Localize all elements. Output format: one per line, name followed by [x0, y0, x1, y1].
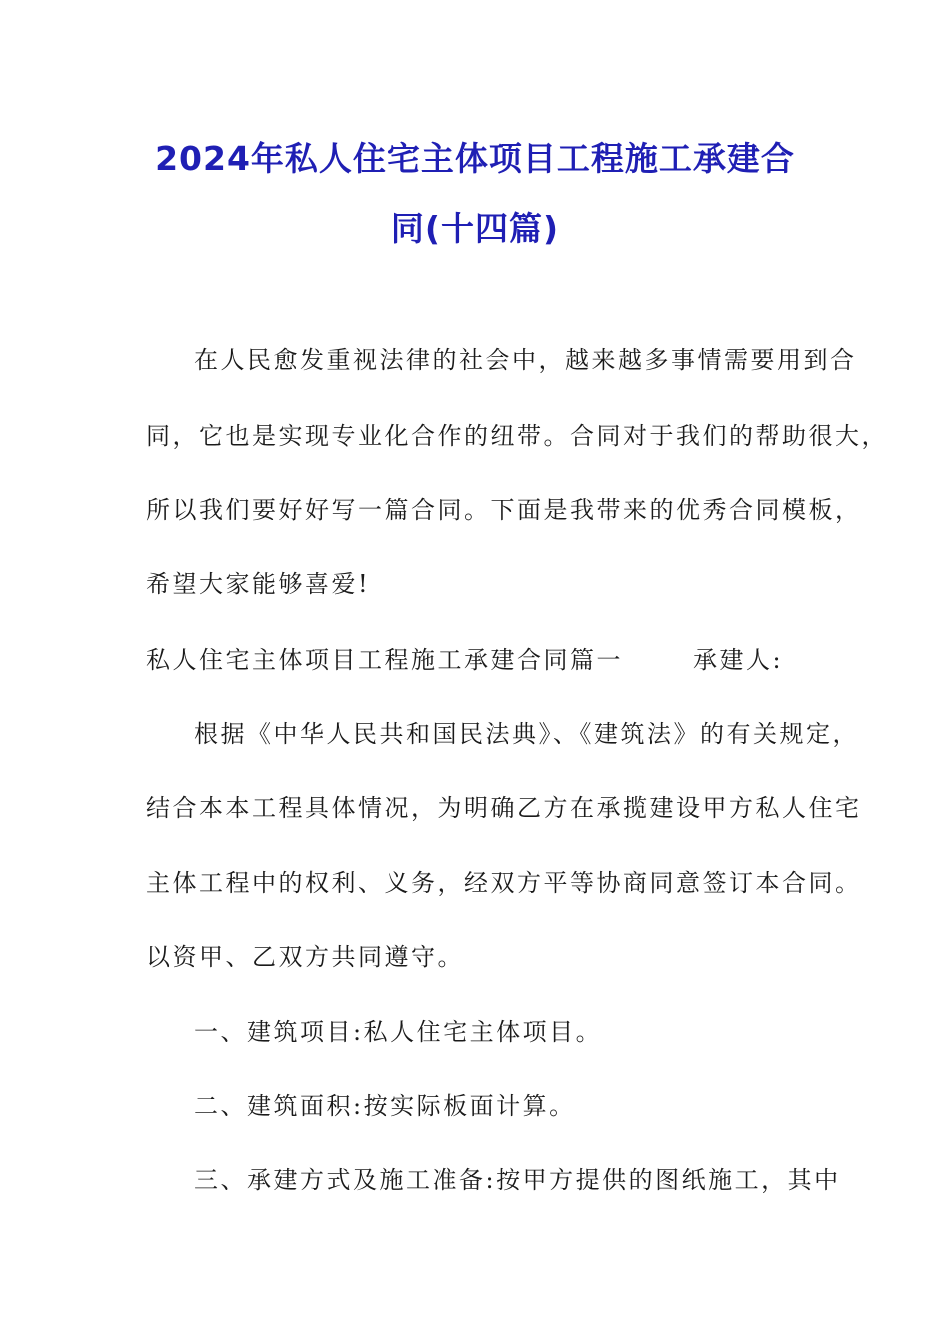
contractor-label: 承建人: — [693, 646, 784, 674]
document-title-line-2: 同(十四篇) — [390, 209, 560, 248]
basis-line-3: 主体工程中的权利、义务，经双方平等协商同意签订本合同。 — [146, 869, 862, 897]
clause-3: 三、承建方式及施工准备:按甲方提供的图纸施工，其中 — [194, 1166, 841, 1194]
section-heading: 私人住宅主体项目工程施工承建合同篇一 — [146, 646, 623, 674]
intro-line-2: 同，它也是实现专业化合作的纽带。合同对于我们的帮助很大， — [146, 422, 888, 450]
section-heading-line — [146, 645, 783, 675]
clause-2: 二、建筑面积:按实际板面计算。 — [194, 1092, 576, 1120]
basis-line-2: 结合本本工程具体情况，为明确乙方在承揽建设甲方私人住宅 — [146, 794, 862, 822]
intro-line-1: 在人民愈发重视法律的社会中，越来越多事情需要用到合 — [194, 346, 857, 374]
basis-line-4: 以资甲、乙双方共同遵守。 — [146, 943, 464, 971]
intro-line-4: 希望大家能够喜爱! — [146, 570, 371, 598]
document-title-line-1: 2024年私人住宅主体项目工程施工承建合 — [155, 139, 795, 178]
clause-1: 一、建筑项目:私人住宅主体项目。 — [194, 1018, 603, 1046]
intro-line-3: 所以我们要好好写一篇合同。下面是我带来的优秀合同模板， — [146, 496, 862, 524]
basis-line-1: 根据《中华人民共和国民法典》、《建筑法》的有关规定， — [194, 720, 859, 748]
